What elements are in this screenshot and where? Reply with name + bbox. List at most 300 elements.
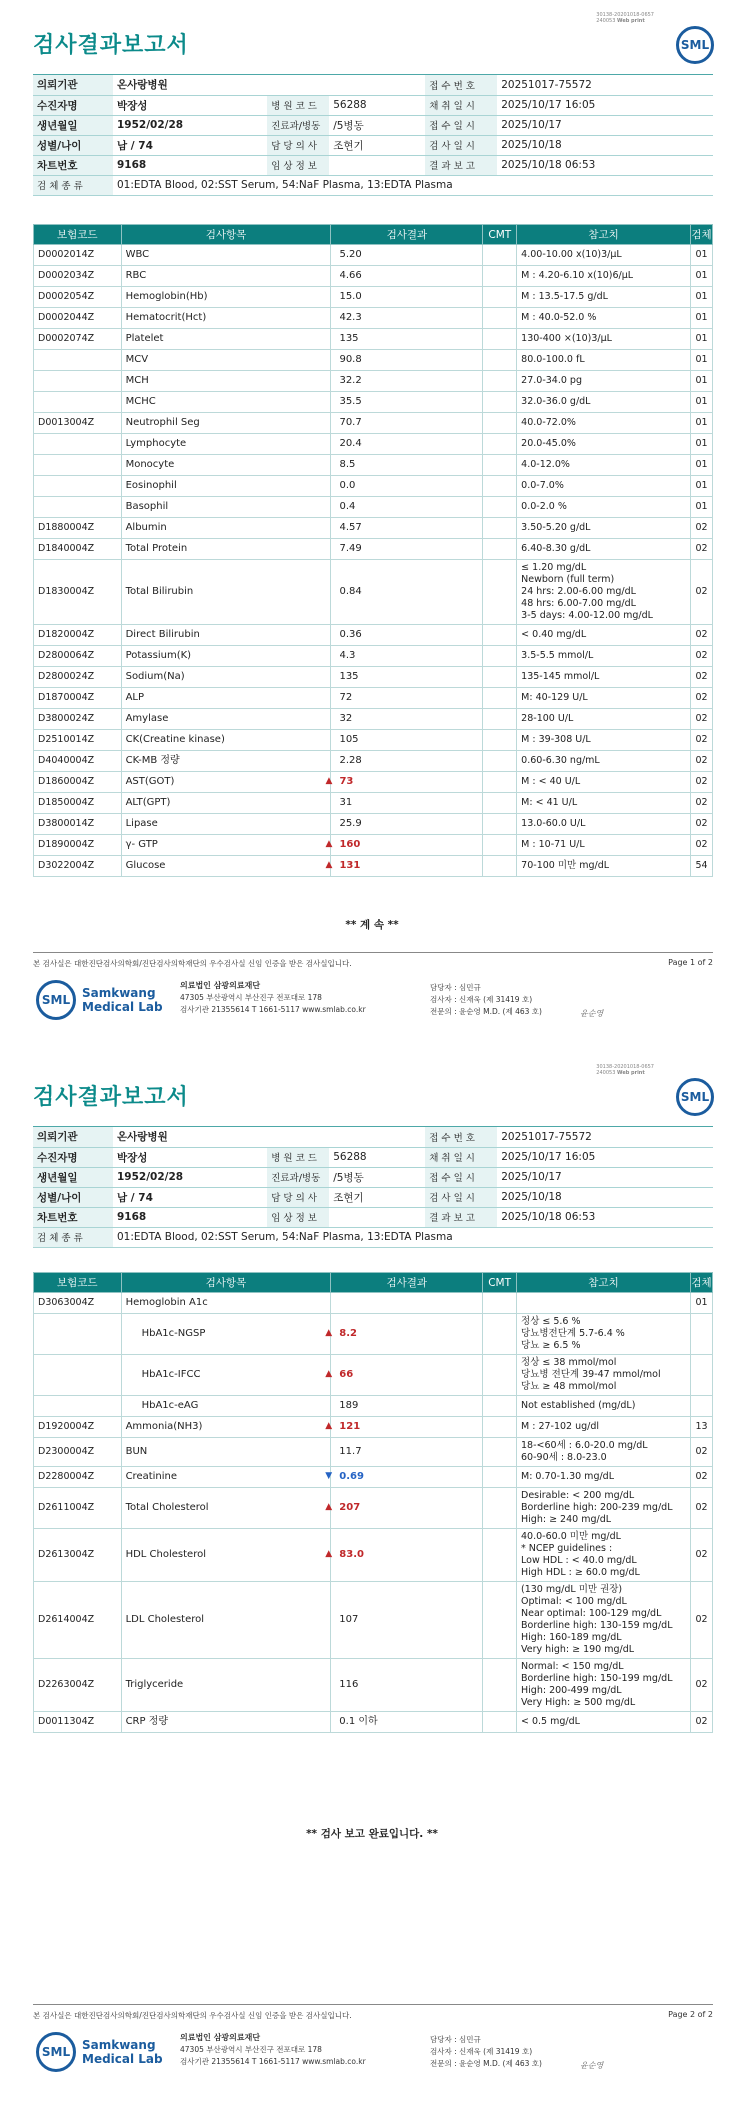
cell-code: D2614004Z <box>34 1582 122 1659</box>
cell-item: CK-MB 정량 <box>121 751 331 772</box>
cell-result <box>331 1712 483 1733</box>
result-value: 11.7 <box>339 1446 362 1457</box>
low-flag-icon: ▼ <box>325 1471 333 1481</box>
table-row <box>34 625 713 646</box>
results-table-page-1 <box>33 224 713 877</box>
cell-ref: 정상 ≤ 5.6 % 당뇨병전단계 5.7-6.4 % 당뇨 ≥ 6.5 % <box>517 1314 691 1355</box>
cell-code: D1830004Z <box>34 560 122 625</box>
cell-site: 13 <box>690 1417 712 1438</box>
cell-code: D2800024Z <box>34 667 122 688</box>
cell-result <box>331 350 483 371</box>
cell-item: Total Cholesterol <box>121 1488 331 1529</box>
cell-code: D3063004Z <box>34 1293 122 1314</box>
result-value: 2.28 <box>339 755 362 766</box>
cell-code: D3022004Z <box>34 856 122 877</box>
cell-code <box>34 476 122 497</box>
cell-code: D2280004Z <box>34 1467 122 1488</box>
cell-ref: < 0.40 mg/dL <box>517 625 691 646</box>
footer-logo: SML Samkwang Medical Lab <box>36 2032 163 2072</box>
cell-result <box>331 625 483 646</box>
result-value: 70.7 <box>339 417 362 428</box>
continue-note: ** 계 속 ** <box>345 919 399 931</box>
cell-ref: M : 40.0-52.0 % <box>517 308 691 329</box>
cell-item: Potassium(K) <box>121 646 331 667</box>
col-ref: 참고치 <box>517 1273 691 1293</box>
cell-cmt <box>483 793 517 814</box>
table-row <box>34 413 713 434</box>
cell-result <box>331 1293 483 1314</box>
cell-item: WBC <box>121 245 331 266</box>
cell-ref: 정상 ≤ 38 mmol/mol 당뇨병 전단계 39-47 mmol/mol 당뇨 ≥ 48 mmol/mol <box>517 1355 691 1396</box>
cell-code: D2510014Z <box>34 730 122 751</box>
result-value: 5.20 <box>339 249 362 260</box>
cell-ref: M : 39-308 U/L <box>517 730 691 751</box>
cell-item: Amylase <box>121 709 331 730</box>
cell-site: 02 <box>690 625 712 646</box>
table-row <box>34 835 713 856</box>
table-row <box>34 793 713 814</box>
cell-site: 02 <box>690 1467 712 1488</box>
table-row <box>34 772 713 793</box>
cell-site: 02 <box>690 688 712 709</box>
cell-result <box>331 413 483 434</box>
cell-ref: 18-<60세 : 6.0-20.0 mg/dL 60-90세 : 8.0-23.0 <box>517 1438 691 1467</box>
cell-cmt <box>483 1396 517 1417</box>
cell-result <box>331 667 483 688</box>
patient-info: 의뢰기관 온사랑병원 접 수 번 호 20251017-75572 수진자명 박장성 병 원 코 드 56288 채 취 일 시 2025/10/17 16:05 생년월일 1952/02/28 진료과/병동 /5병동 접 수 일 시 2025/10/17 성별/나이 남 / 74 담 당 의 사 조현기 검 사 일 시 2025/10/18 차트번호 9168 임 상 정 보 결 과 보 고 2025/10/18 06:53 검 체 종 류 01:EDTA Blood, 02:SST Serum, 54:NaF Plasma, 13:EDTA Plasma <box>33 74 713 196</box>
cell-site: 01 <box>690 413 712 434</box>
cell-cmt <box>483 751 517 772</box>
cell-site: 02 <box>690 1659 712 1712</box>
col-code: 보험코드 <box>34 225 122 245</box>
cell-result <box>331 688 483 709</box>
table-row <box>34 1293 713 1314</box>
result-value: 66 <box>339 1369 354 1380</box>
print-info: 30138-20201018-0657 240053 Web print <box>596 12 654 24</box>
sml-logo: SML <box>676 1078 714 1116</box>
cell-result <box>325 856 483 877</box>
cell-item: Albumin <box>121 518 331 539</box>
cell-cmt <box>483 856 517 877</box>
cell-result <box>331 245 483 266</box>
cell-site: 02 <box>690 835 712 856</box>
cell-code: D2800064Z <box>34 646 122 667</box>
cell-cmt <box>483 1355 517 1396</box>
cell-result <box>331 287 483 308</box>
result-value: 189 <box>339 1400 359 1411</box>
cell-result <box>331 646 483 667</box>
cell-item: LDL Cholesterol <box>121 1582 331 1659</box>
table-row <box>34 308 713 329</box>
result-value: 0.4 <box>339 501 356 512</box>
result-value: 20.4 <box>339 438 362 449</box>
cell-cmt <box>483 539 517 560</box>
cell-cmt <box>483 709 517 730</box>
cell-cmt <box>483 1417 517 1438</box>
patient-info: 의뢰기관 온사랑병원 접 수 번 호 20251017-75572 수진자명 박장성 병 원 코 드 56288 채 취 일 시 2025/10/17 16:05 생년월일 1952/02/28 진료과/병동 /5병동 접 수 일 시 2025/10/17 성별/나이 남 / 74 담 당 의 사 조현기 검 사 일 시 2025/10/18 차트번호 9168 임 상 정 보 결 과 보 고 2025/10/18 06:53 검 체 종 류 01:EDTA Blood, 02:SST Serum, 54:NaF Plasma, 13:EDTA Plasma <box>33 1126 713 1248</box>
cell-ref: 135-145 mmol/L <box>517 667 691 688</box>
result-value: 0.36 <box>339 629 362 640</box>
result-value: 8.5 <box>339 459 356 470</box>
cell-ref: 20.0-45.0% <box>517 434 691 455</box>
cell-code: D2611004Z <box>34 1488 122 1529</box>
col-cmt: CMT <box>483 225 517 245</box>
cell-item: γ- GTP <box>121 835 331 856</box>
result-value: 8.2 <box>339 1328 358 1339</box>
cell-ref: 27.0-34.0 pg <box>517 371 691 392</box>
cell-item: Creatinine <box>121 1467 331 1488</box>
cell-result <box>325 1314 483 1355</box>
high-flag-icon: ▲ <box>325 1549 333 1559</box>
table-row <box>34 1355 713 1396</box>
table-row <box>34 646 713 667</box>
cell-site: 02 <box>690 1488 712 1529</box>
result-value: 135 <box>339 333 359 344</box>
result-value: 72 <box>339 692 353 703</box>
cell-code: D2613004Z <box>34 1529 122 1582</box>
cell-site: 02 <box>690 751 712 772</box>
cell-item: MCV <box>121 350 331 371</box>
table-row <box>34 476 713 497</box>
cell-ref: < 0.5 mg/dL <box>517 1712 691 1733</box>
result-value: 131 <box>339 860 361 871</box>
report-title: 검사결과보고서 <box>33 1085 189 1110</box>
cell-ref: M: 40-129 U/L <box>517 688 691 709</box>
cell-site: 54 <box>690 856 712 877</box>
footer-signers: 담당자 : 심민규 검사자 : 신재욱 (제 31419 호) 전문의 : 윤순영 M.D. (제 463 호) <box>430 983 542 1016</box>
sml-logo-icon: SML <box>36 2032 76 2072</box>
cell-ref: 70-100 미만 mg/dL <box>517 856 691 877</box>
table-row <box>34 709 713 730</box>
result-value: 15.0 <box>339 291 362 302</box>
cell-item: Monocyte <box>121 455 331 476</box>
cell-ref: 0.0-7.0% <box>517 476 691 497</box>
cell-item: Total Protein <box>121 539 331 560</box>
cell-result <box>331 751 483 772</box>
cell-cmt <box>483 287 517 308</box>
table-row <box>34 856 713 877</box>
col-item: 검사항목 <box>121 225 331 245</box>
print-info: 30138-20201018-0657 240053 Web print <box>596 1064 654 1076</box>
cell-code <box>34 1396 122 1417</box>
cell-site: 01 <box>690 455 712 476</box>
cell-site: 02 <box>690 814 712 835</box>
cell-result <box>331 518 483 539</box>
cell-site: 01 <box>690 245 712 266</box>
cell-site: 01 <box>690 476 712 497</box>
cell-item: Direct Bilirubin <box>121 625 331 646</box>
cell-result <box>325 1417 483 1438</box>
cell-ref: 130-400 ×(10)3/μL <box>517 329 691 350</box>
cell-result <box>325 1488 483 1529</box>
cell-result <box>331 730 483 751</box>
cell-code: D0002034Z <box>34 266 122 287</box>
signature: 윤순영 <box>580 2061 604 2070</box>
col-item: 검사항목 <box>121 1273 331 1293</box>
cell-ref: M : 10-71 U/L <box>517 835 691 856</box>
result-value: 207 <box>339 1502 361 1513</box>
col-ref: 참고치 <box>517 225 691 245</box>
footer-signers: 담당자 : 심민규 검사자 : 신재욱 (제 31419 호) 전문의 : 윤순영 M.D. (제 463 호) <box>430 2035 542 2068</box>
cell-cmt <box>483 392 517 413</box>
cell-code: D0002044Z <box>34 308 122 329</box>
cell-site: 02 <box>690 793 712 814</box>
cell-cmt <box>483 518 517 539</box>
cell-result <box>331 497 483 518</box>
footer-divider <box>33 2004 713 2005</box>
cell-site: 02 <box>690 539 712 560</box>
cell-result <box>331 1396 483 1417</box>
table-row <box>34 266 713 287</box>
cell-result <box>325 1529 483 1582</box>
cell-cmt <box>483 1582 517 1659</box>
high-flag-icon: ▲ <box>325 1502 333 1512</box>
page-number: Page 2 of 2 <box>668 2010 713 2019</box>
cell-site: 02 <box>690 518 712 539</box>
cell-site: 02 <box>690 646 712 667</box>
table-row <box>34 1529 713 1582</box>
cell-result <box>331 308 483 329</box>
signature: 윤순영 <box>580 1009 604 1018</box>
cell-result <box>331 1659 483 1712</box>
cell-cmt <box>483 308 517 329</box>
col-result: 검사결과 <box>331 225 483 245</box>
table-row <box>34 539 713 560</box>
cell-cmt <box>483 1659 517 1712</box>
cell-code: D0002074Z <box>34 329 122 350</box>
cell-site: 02 <box>690 709 712 730</box>
cell-item: Lipase <box>121 814 331 835</box>
cell-code <box>34 434 122 455</box>
cell-cmt <box>483 245 517 266</box>
cell-code <box>34 1355 122 1396</box>
cell-item: Platelet <box>121 329 331 350</box>
result-value: 4.3 <box>339 650 356 661</box>
footer-divider <box>33 952 713 953</box>
result-value: 0.1 이하 <box>339 1716 378 1727</box>
col-cmt: CMT <box>483 1273 517 1293</box>
cell-cmt <box>483 1712 517 1733</box>
col-site: 검체 <box>690 225 712 245</box>
result-value: 42.3 <box>339 312 362 323</box>
cell-site <box>690 1314 712 1355</box>
cell-ref: (130 mg/dL 미만 권장) Optimal: < 100 mg/dL Near optimal: 100-129 mg/dL Borderline high: 130-159 mg/dL High: 160-189 mg/dL Very high: ≥ 190 mg/dL <box>517 1582 691 1659</box>
result-value: 135 <box>339 671 359 682</box>
cell-cmt <box>483 455 517 476</box>
cell-code: D1860004Z <box>34 772 122 793</box>
cell-result <box>325 1467 483 1488</box>
table-row <box>34 1659 713 1712</box>
table-row <box>34 287 713 308</box>
cell-item: Hematocrit(Hct) <box>121 308 331 329</box>
result-value: 4.57 <box>339 522 362 533</box>
cell-item: CRP 정량 <box>121 1712 331 1733</box>
cell-code: D3800024Z <box>34 709 122 730</box>
cell-item: Sodium(Na) <box>121 667 331 688</box>
cell-code: D4040004Z <box>34 751 122 772</box>
result-value: 116 <box>339 1679 359 1690</box>
cell-cmt <box>483 1467 517 1488</box>
cell-item: MCH <box>121 371 331 392</box>
cell-item: HbA1c-IFCC <box>121 1355 331 1396</box>
cell-result <box>331 329 483 350</box>
result-value: 73 <box>339 776 354 787</box>
cell-cmt <box>483 329 517 350</box>
table-row <box>34 751 713 772</box>
end-note: ** 검사 보고 완료입니다. ** <box>306 1828 438 1840</box>
cell-ref: Desirable: < 200 mg/dL Borderline high: 200-239 mg/dL High: ≥ 240 mg/dL <box>517 1488 691 1529</box>
cell-code <box>34 371 122 392</box>
table-row <box>34 814 713 835</box>
table-row <box>34 329 713 350</box>
table-row <box>34 434 713 455</box>
high-flag-icon: ▲ <box>325 1421 333 1431</box>
cell-result <box>331 814 483 835</box>
cell-ref: 13.0-60.0 U/L <box>517 814 691 835</box>
cell-ref <box>517 1293 691 1314</box>
high-flag-icon: ▲ <box>325 1328 333 1338</box>
cell-site: 01 <box>690 308 712 329</box>
cell-item: RBC <box>121 266 331 287</box>
cell-ref: M : 4.20-6.10 x(10)6/μL <box>517 266 691 287</box>
high-flag-icon: ▲ <box>325 860 333 870</box>
high-flag-icon: ▲ <box>325 839 333 849</box>
result-value: 25.9 <box>339 818 362 829</box>
cell-site: 01 <box>690 329 712 350</box>
cell-ref: M: < 41 U/L <box>517 793 691 814</box>
cell-cmt <box>483 772 517 793</box>
cell-cmt <box>483 497 517 518</box>
col-result: 검사결과 <box>331 1273 483 1293</box>
cell-site: 02 <box>690 1438 712 1467</box>
cell-cmt <box>483 625 517 646</box>
table-row <box>34 1314 713 1355</box>
table-row <box>34 688 713 709</box>
cell-result <box>331 476 483 497</box>
cell-result <box>331 434 483 455</box>
cell-ref: 40.0-60.0 미만 mg/dL * NCEP guidelines : Low HDL : < 40.0 mg/dL High HDL : ≥ 60.0 mg/dL <box>517 1529 691 1582</box>
cell-cmt <box>483 667 517 688</box>
cell-site: 02 <box>690 772 712 793</box>
cell-item: HDL Cholesterol <box>121 1529 331 1582</box>
cell-ref: 32.0-36.0 g/dL <box>517 392 691 413</box>
cell-ref: M : 13.5-17.5 g/dL <box>517 287 691 308</box>
cell-cmt <box>483 1488 517 1529</box>
cell-cmt <box>483 730 517 751</box>
cell-ref: 4.0-12.0% <box>517 455 691 476</box>
cell-item: Total Bilirubin <box>121 560 331 625</box>
cell-item: Triglyceride <box>121 1659 331 1712</box>
cell-site <box>690 1396 712 1417</box>
result-value: 0.0 <box>339 480 356 491</box>
cell-code: D1920004Z <box>34 1417 122 1438</box>
report-title: 검사결과보고서 <box>33 33 189 58</box>
footer-address: 의료법인 삼광의료재단 47305 부산광역시 부산진구 전포대로 178 검사기관 21355614 T 1661-5117 www.smlab.co.kr <box>180 2033 366 2066</box>
cell-ref: 80.0-100.0 fL <box>517 350 691 371</box>
cell-cmt <box>483 476 517 497</box>
cell-ref: 0.60-6.30 ng/mL <box>517 751 691 772</box>
table-row <box>34 730 713 751</box>
cell-code <box>34 1314 122 1355</box>
cell-cmt <box>483 688 517 709</box>
table-row <box>34 667 713 688</box>
cell-ref: 3.5-5.5 mmol/L <box>517 646 691 667</box>
cell-site: 02 <box>690 1582 712 1659</box>
cell-ref: Not established (mg/dL) <box>517 1396 691 1417</box>
result-value: 32 <box>339 713 353 724</box>
result-value: 31 <box>339 797 353 808</box>
result-value: 83.0 <box>339 1549 364 1560</box>
cell-result <box>331 539 483 560</box>
high-flag-icon: ▲ <box>325 1369 333 1379</box>
cell-site: 01 <box>690 1293 712 1314</box>
footer-logo: SML Samkwang Medical Lab <box>36 980 163 1020</box>
cell-site: 02 <box>690 730 712 751</box>
sml-logo: SML <box>676 26 714 64</box>
cell-cmt <box>483 350 517 371</box>
cell-item: MCHC <box>121 392 331 413</box>
col-code: 보험코드 <box>34 1273 122 1293</box>
cell-item: ALP <box>121 688 331 709</box>
cell-cmt <box>483 835 517 856</box>
results-table-page-2 <box>33 1272 713 1733</box>
cell-site: 01 <box>690 266 712 287</box>
page-number: Page 1 of 2 <box>668 958 713 967</box>
cell-result <box>331 793 483 814</box>
table-row <box>34 1712 713 1733</box>
cell-code: D2300004Z <box>34 1438 122 1467</box>
cell-result <box>325 835 483 856</box>
cell-item: CK(Creatine kinase) <box>121 730 331 751</box>
cell-site <box>690 1355 712 1396</box>
cell-cmt <box>483 434 517 455</box>
cell-cmt <box>483 1438 517 1467</box>
cell-item: Ammonia(NH3) <box>121 1417 331 1438</box>
cell-result <box>331 266 483 287</box>
cell-ref: 0.0-2.0 % <box>517 497 691 518</box>
cell-ref: M : < 40 U/L <box>517 772 691 793</box>
result-value: 90.8 <box>339 354 362 365</box>
result-value: 0.84 <box>339 586 362 597</box>
cert-note: 본 검사실은 대한진단검사의학회/진단검사의학재단의 우수검사실 신임 인증을 받은 검사실입니다. <box>33 2011 352 2020</box>
result-value: 107 <box>339 1614 359 1625</box>
cell-item: ALT(GPT) <box>121 793 331 814</box>
cell-code: D3800014Z <box>34 814 122 835</box>
cell-site: 01 <box>690 497 712 518</box>
table-row <box>34 245 713 266</box>
cell-ref: 3.50-5.20 g/dL <box>517 518 691 539</box>
cell-cmt <box>483 1314 517 1355</box>
table-row <box>34 1417 713 1438</box>
result-value: 7.49 <box>339 543 362 554</box>
cell-item: AST(GOT) <box>121 772 331 793</box>
cell-cmt <box>483 413 517 434</box>
cell-code <box>34 455 122 476</box>
sml-logo-icon: SML <box>36 980 76 1020</box>
cell-site: 02 <box>690 667 712 688</box>
table-row <box>34 560 713 625</box>
cell-cmt <box>483 646 517 667</box>
report-page-2 <box>0 1052 744 2104</box>
cell-ref: 40.0-72.0% <box>517 413 691 434</box>
cell-code <box>34 497 122 518</box>
cell-ref: 6.40-8.30 g/dL <box>517 539 691 560</box>
cell-result <box>331 455 483 476</box>
table-row <box>34 371 713 392</box>
cert-note: 본 검사실은 대한진단검사의학회/진단검사의학재단의 우수검사실 신임 인증을 받은 검사실입니다. <box>33 959 352 968</box>
cell-ref: M : 27-102 ug/dl <box>517 1417 691 1438</box>
cell-ref: ≤ 1.20 mg/dL Newborn (full term) 24 hrs: 2.00-6.00 mg/dL 48 hrs: 6.00-7.00 mg/dL 3-5 days: 4.00-12.00 mg/dL <box>517 560 691 625</box>
